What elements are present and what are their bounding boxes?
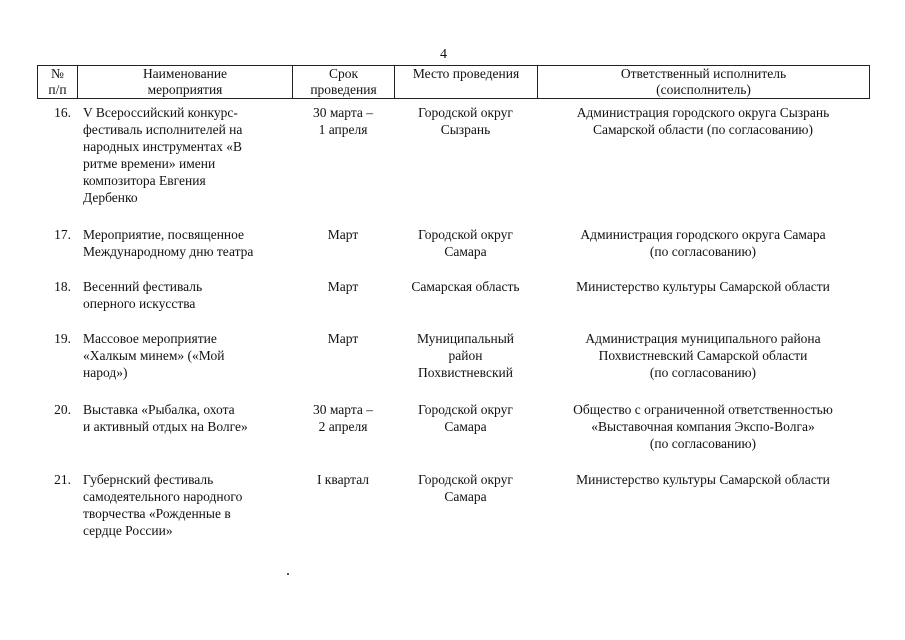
event-name xyxy=(77,278,292,330)
header-num-line: № xyxy=(51,66,64,81)
row-number: 16. xyxy=(54,105,71,120)
stray-dot-mark xyxy=(287,573,289,575)
event-responsible-line: Общество с ограниченной ответственностью xyxy=(573,402,833,417)
event-responsible-line: (по согласованию) xyxy=(649,244,757,259)
table-row xyxy=(37,471,869,551)
event-place-line: Самара xyxy=(444,489,487,504)
row-number: 19. xyxy=(54,331,71,346)
event-responsible-line: «Выставочная компания Экспо-Волга» xyxy=(591,419,815,434)
header-num-line: п/п xyxy=(48,82,67,97)
event-name-line: Международному дню театра xyxy=(83,244,254,259)
event-date-line: I квартал xyxy=(316,472,370,487)
event-responsible-line: Министерство культуры Самарской области xyxy=(576,472,830,487)
event-responsible-line: Самарской области (по согласованию) xyxy=(592,122,814,137)
event-name-line: Мероприятие, посвященное xyxy=(83,227,245,242)
header-name-line: мероприятия xyxy=(147,82,223,97)
event-place-line: Самара xyxy=(444,244,487,259)
event-date xyxy=(292,401,394,471)
event-responsible xyxy=(537,471,869,551)
event-responsible-line: (по согласованию) xyxy=(649,436,757,451)
header-responsible xyxy=(538,66,870,99)
event-name-line: народных инструментах «В xyxy=(83,139,242,154)
header-num xyxy=(38,66,78,99)
event-name-line: ритме времени» имени xyxy=(83,156,216,171)
event-place-line: Городской округ xyxy=(418,402,513,417)
event-responsible xyxy=(537,278,869,330)
event-responsible-line: Администрация городского округа Сызрань xyxy=(576,105,830,120)
table-row xyxy=(37,401,869,471)
event-place-line: Городской округ xyxy=(418,105,513,120)
event-name-line: Дербенко xyxy=(83,190,138,205)
event-date-line: Март xyxy=(327,279,359,294)
event-date-line: 30 марта – xyxy=(312,105,374,120)
event-name-line: и активный отдых на Волге» xyxy=(83,419,248,434)
event-place xyxy=(394,401,537,471)
header-date-line: проведения xyxy=(310,82,377,97)
event-responsible xyxy=(537,330,869,401)
header-name-line: Наименование xyxy=(142,66,228,81)
event-date-line: Март xyxy=(327,331,359,346)
event-name-line: Губернский фестиваль xyxy=(83,472,214,487)
event-place-line: Самарская область xyxy=(411,279,520,294)
event-place-line: Самара xyxy=(444,419,487,434)
row-number: 20. xyxy=(54,402,71,417)
event-name-line: народ») xyxy=(83,365,128,380)
header-place xyxy=(395,66,538,99)
event-date xyxy=(292,471,394,551)
event-place-line: район xyxy=(448,348,483,363)
event-name-line: фестиваль исполнителей на xyxy=(83,122,243,137)
table-row xyxy=(37,278,869,330)
event-responsible-line: Похвистневский Самарской области xyxy=(598,348,808,363)
event-date-line: 1 апреля xyxy=(318,122,368,137)
header-responsible-line: (соисполнитель) xyxy=(656,82,751,97)
header-place-line: Место проведения xyxy=(412,66,520,81)
event-place xyxy=(394,471,537,551)
event-name xyxy=(77,104,292,226)
event-name-line: оперного искусства xyxy=(83,296,196,311)
event-name xyxy=(77,401,292,471)
header-responsible-line: Ответственный исполнитель xyxy=(620,66,787,81)
event-name-line: сердце России» xyxy=(83,523,173,538)
event-place-line: Муниципальный xyxy=(416,331,515,346)
header-date xyxy=(293,66,395,99)
event-responsible-line: Администрация городского округа Самара xyxy=(580,227,826,242)
events-table xyxy=(37,104,869,551)
event-date xyxy=(292,104,394,226)
event-name-line: самодеятельного народного xyxy=(83,489,243,504)
table-row xyxy=(37,104,869,226)
event-date-line: 2 апреля xyxy=(318,419,368,434)
events-table-body xyxy=(37,104,869,551)
row-number: 21. xyxy=(54,472,71,487)
event-place xyxy=(394,330,537,401)
event-place-line: Похвистневский xyxy=(418,365,513,380)
event-name-line: Массовое мероприятие xyxy=(83,331,217,346)
event-name xyxy=(77,471,292,551)
event-name xyxy=(77,330,292,401)
table-header-row xyxy=(38,66,870,99)
event-place xyxy=(394,278,537,330)
event-responsible-line: Министерство культуры Самарской области xyxy=(576,279,830,294)
event-date xyxy=(292,330,394,401)
event-name xyxy=(77,226,292,278)
header-name xyxy=(78,66,293,99)
event-place-line: Городской округ xyxy=(418,472,513,487)
event-place xyxy=(394,226,537,278)
event-place-line: Сызрань xyxy=(440,122,491,137)
event-date-line: 30 марта – xyxy=(312,402,374,417)
event-date-line: Март xyxy=(327,227,359,242)
header-date-line: Срок xyxy=(328,66,359,81)
page-number: 4 xyxy=(440,47,447,62)
row-number: 17. xyxy=(54,227,71,242)
event-place-line: Городской округ xyxy=(418,227,513,242)
event-date xyxy=(292,278,394,330)
event-responsible xyxy=(537,401,869,471)
event-responsible-line: Администрация муниципального района xyxy=(585,331,821,346)
event-name-line: Выставка «Рыбалка, охота xyxy=(83,402,235,417)
event-name-line: композитора Евгения xyxy=(83,173,206,188)
event-responsible xyxy=(537,104,869,226)
event-name-line: V Всероссийский конкурс- xyxy=(83,105,238,120)
event-name-line: «Халкым минем» («Мой xyxy=(83,348,225,363)
table-row xyxy=(37,226,869,278)
event-responsible xyxy=(537,226,869,278)
event-date xyxy=(292,226,394,278)
event-name-line: Весенний фестиваль xyxy=(83,279,203,294)
event-name-line: творчества «Рожденные в xyxy=(83,506,231,521)
row-number: 18. xyxy=(54,279,71,294)
event-place xyxy=(394,104,537,226)
table-header xyxy=(37,65,870,99)
table-row xyxy=(37,330,869,401)
event-responsible-line: (по согласованию) xyxy=(649,365,757,380)
